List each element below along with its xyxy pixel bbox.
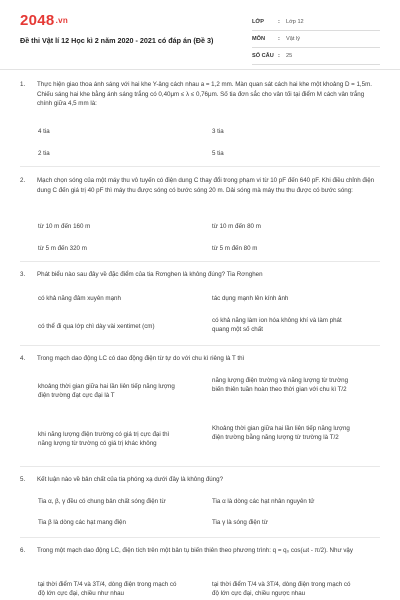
meta-value: 25 [286,53,293,59]
meta-separator: : [278,53,280,59]
question-text: Phát biểu nào sau đây về đặc điểm của tia Rơnghen là không đúng? Tia Rơnghen [37,271,263,278]
document-header [20,12,380,62]
option-d[interactable]: từ 5 m đến 80 m [212,245,258,252]
meta-row-subject [252,31,380,48]
question-divider [20,166,380,167]
option-b[interactable]: Tia α là dòng các hạt nhân nguyên tử [212,498,315,505]
option-a[interactable]: khoảng thời gian giữa hai lần liên tiếp năng lượng điện trường đạt cực đại là T [38,383,175,400]
option-b[interactable]: năng lượng điện trường và năng lượng từ trường biến thiên tuần hoàn theo thời gian với chu kì T/2 [212,377,349,394]
question-number: 2. [20,177,26,184]
option-b[interactable]: từ 10 m đến 80 m [212,223,261,230]
option-c[interactable]: 2 tia [38,150,50,157]
question-3 [20,270,380,282]
option-d[interactable]: 5 tia [212,150,224,157]
question-6 [20,546,380,568]
meta-key: LỚP [252,19,264,25]
option-b[interactable]: 3 tia [212,128,224,135]
question-number: 4. [20,355,26,362]
option-d[interactable]: Khoảng thời gian giữa hai lần liên tiếp năng lượng điện trường bằng năng lượng từ trường là T/2 [212,425,350,442]
option-d[interactable]: có khả năng làm ion hóa không khí và làm phát quang một số chất [212,317,342,334]
option-a[interactable]: từ 10 m đến 160 m [38,223,91,230]
question-number: 5. [20,476,26,483]
site-logo[interactable] [20,12,68,29]
question-2 [20,176,380,216]
question-text: Kết luận nào về bản chất của tia phóng xạ dưới đây là không đúng? [37,476,224,483]
question-text: Trong một mạch dao động LC, điện tích trên một bản tụ biến thiên theo phương trình: q = q₀ cos(ωt - π/2). Như vậy [37,547,353,554]
option-a[interactable]: Tia α, β, γ đều có chung bản chất sóng điện từ [38,498,166,505]
logo-suffix: .vn [55,16,69,25]
option-b[interactable]: tại thời điểm T/4 và 3T/4, dòng điện trong mạch có độ lớn cực đại, chiều ngược nhau [212,581,351,598]
option-a[interactable]: 4 tia [38,128,50,135]
meta-value: Vật lý [286,36,300,42]
question-4 [20,354,380,366]
meta-key: MÔN [252,36,266,42]
option-c[interactable]: Tia β là dòng các hạt mang điện [38,519,126,526]
option-b[interactable]: tác dụng mạnh lên kính ảnh [212,295,289,302]
question-number: 1. [20,81,26,88]
header-divider [0,69,400,70]
option-c[interactable]: có thể đi qua lớp chì dày vài xentimet (cm) [38,323,155,330]
option-d[interactable]: Tia γ là sóng điện từ [212,519,268,526]
question-divider [20,261,380,262]
option-c[interactable]: từ 5 m đến 320 m [38,245,87,252]
meta-row-question-count [252,48,380,65]
question-number: 3. [20,271,26,278]
question-text: Thực hiện giao thoa ánh sáng với hai khe Y-âng cách nhau a = 1,2 mm. Màn quan sát cách hai khe một khoảng D = 1,5m. Chiếu sáng hai khe bằng ánh sáng trắng có 0,40μm ≤ λ ≤ 0,76μm. Số tia đơn sắc cho vân tối tại điểm M cách vân trắng chính giữa 4,5 mm là: [37,81,372,108]
question-number: 6. [20,547,26,554]
meta-separator: : [278,19,280,25]
meta-value: Lớp 12 [286,19,304,25]
meta-row-class [252,14,380,31]
meta-separator: : [278,36,280,42]
question-text: Mạch chọn sóng của một máy thu vô tuyến có điện dung C thay đổi trong phạm vi từ 10 pF đến 640 pF. Khi điều chỉnh điện dung C đến giá trị 40 pF thì máy thu được sóng có bước sóng 20 m. Dải sóng mà máy thu thu được có bước sóng: [37,177,375,194]
question-text: Trong mạch dao động LC có dao động điện từ tự do với chu kì riêng là T thì [37,355,245,362]
question-divider [20,345,380,346]
meta-info-table [252,14,380,65]
question-1 [20,80,380,120]
option-a[interactable]: tại thời điểm T/4 và 3T/4, dòng điện trong mạch có độ lớn cực đại, chiều như nhau [38,581,177,598]
option-a[interactable]: có khả năng đâm xuyên mạnh [38,295,121,302]
logo-text: 2048 [20,12,55,29]
meta-key: SỐ CÂU [252,53,274,59]
page-title: Đề thi Vật lí 12 Học kì 2 năm 2020 - 2021 có đáp án (Đề 3) [20,36,214,45]
question-divider [20,466,380,467]
option-c[interactable]: khi năng lượng điện trường có giá trị cực đại thì năng lượng từ trường có giá trị khác không [38,431,170,448]
question-divider [20,537,380,538]
question-5 [20,475,380,487]
